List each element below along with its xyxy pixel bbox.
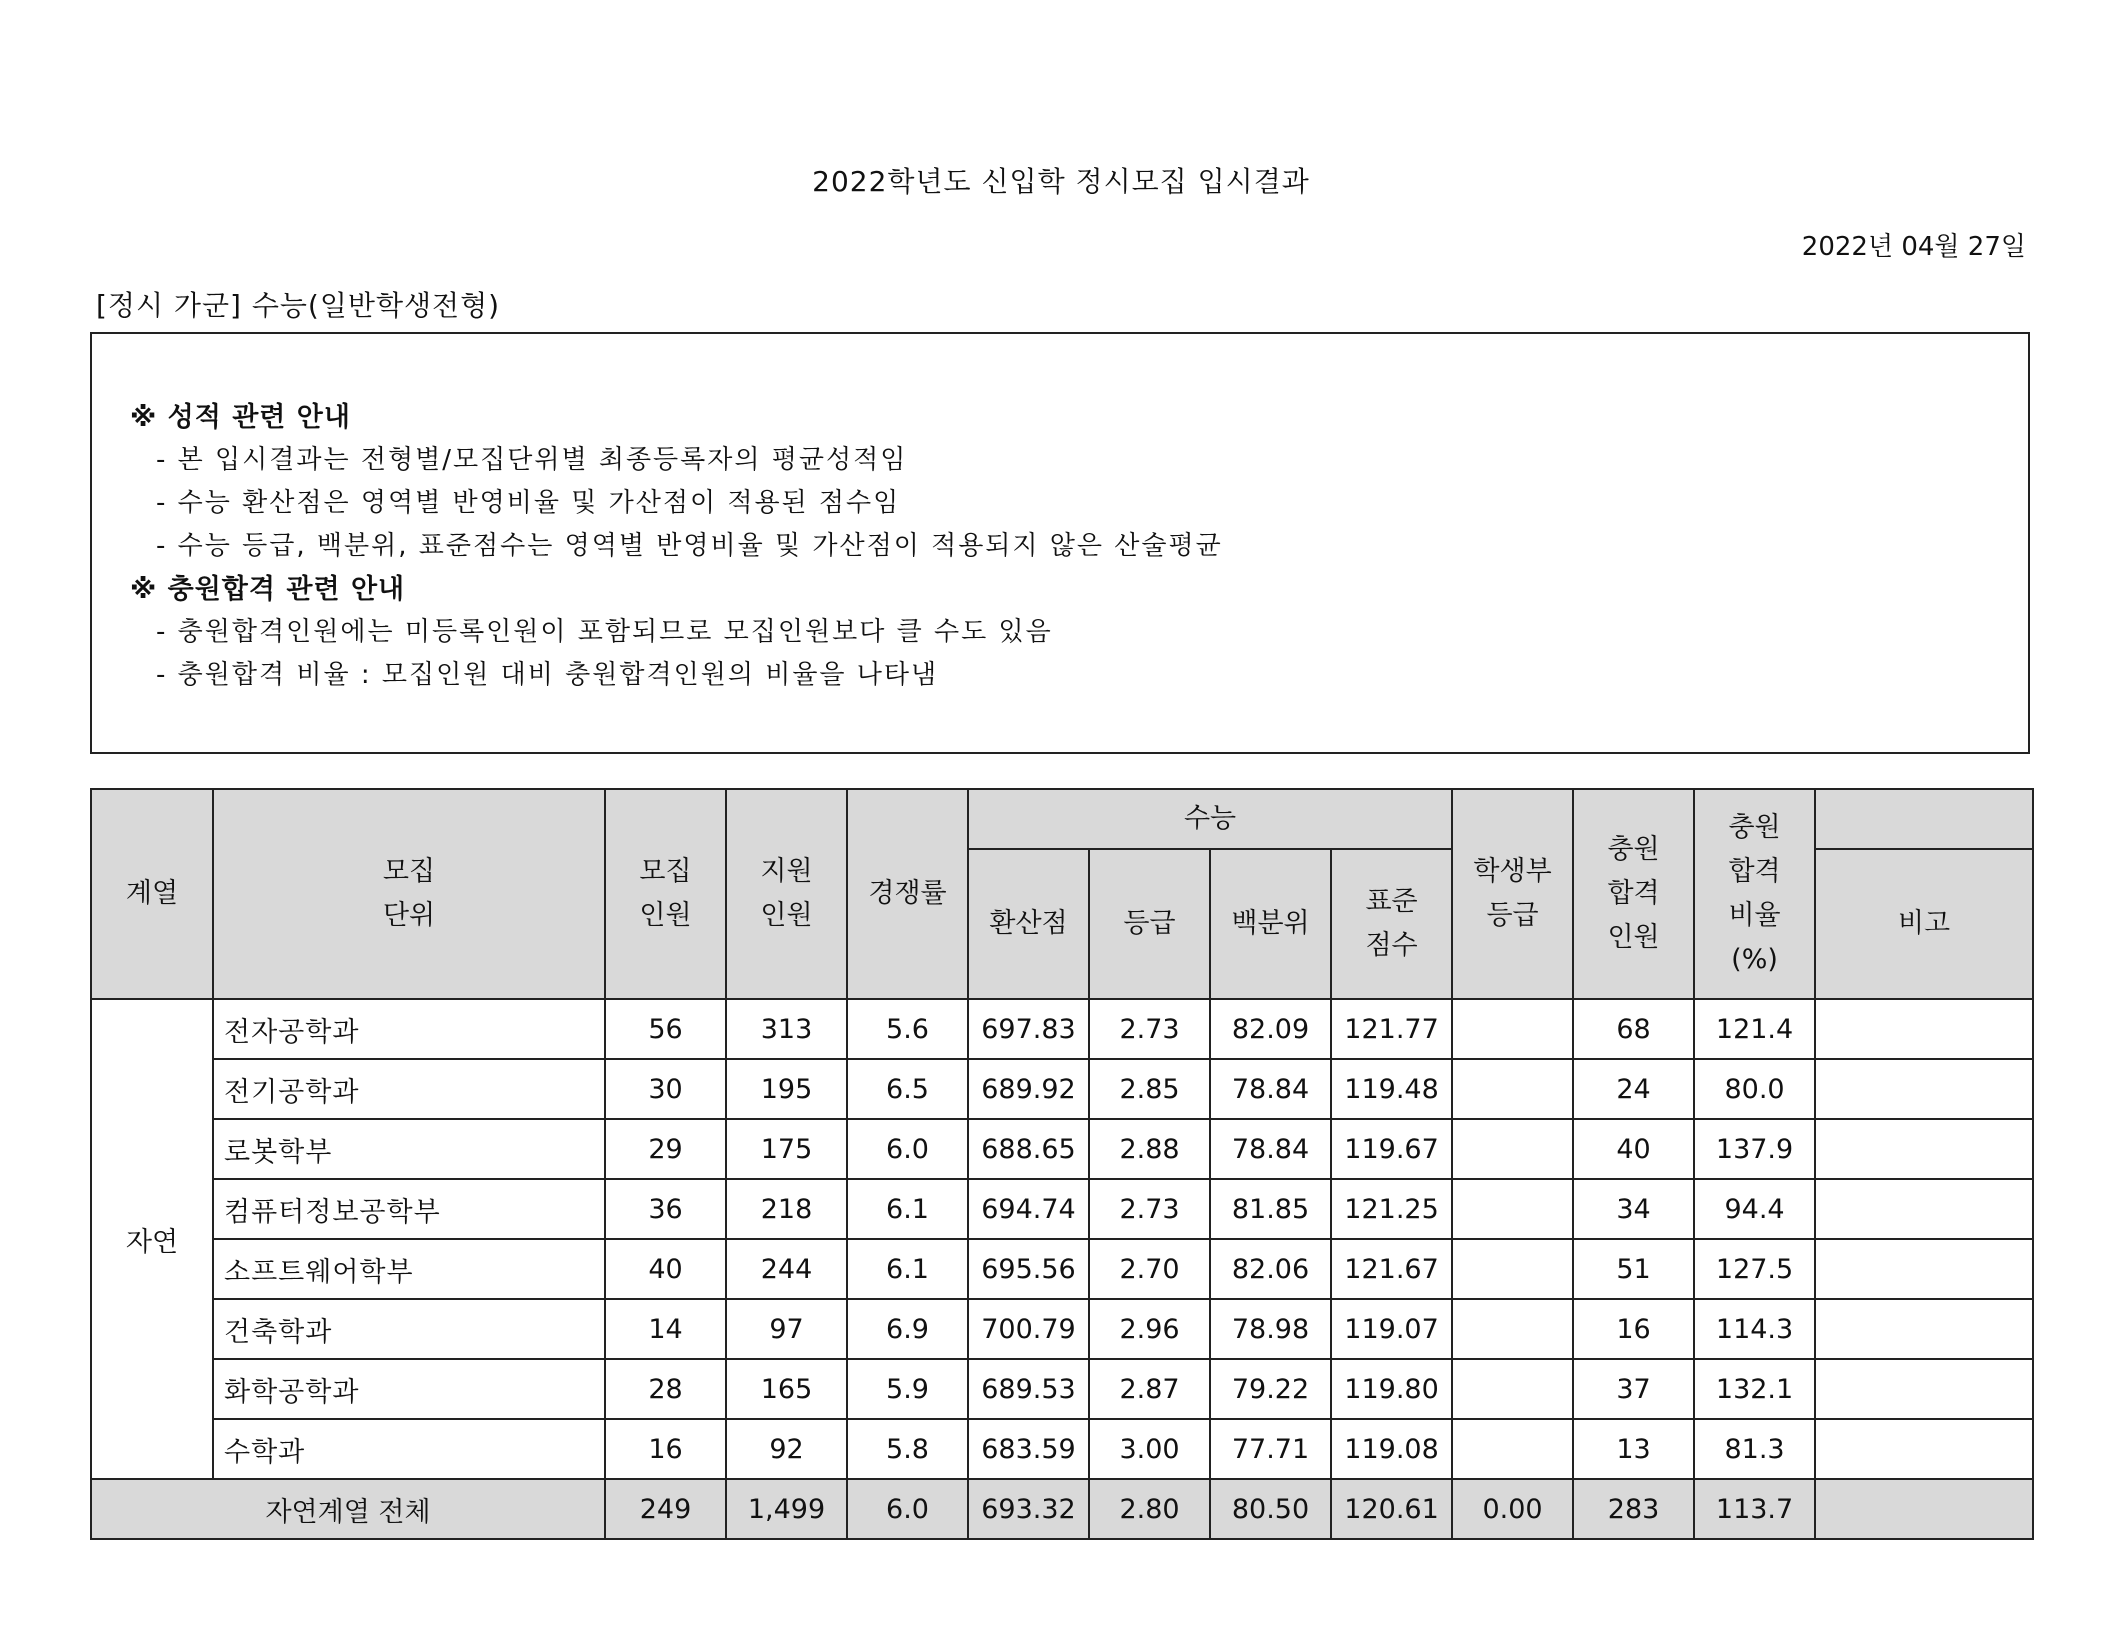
std-cell: 121.25 [1331,1179,1452,1239]
unit-cell: 전자공학과 [213,999,605,1059]
grade-cell: 2.73 [1089,1179,1210,1239]
converted-cell: 694.74 [968,1179,1089,1239]
ratio-cell: 137.9 [1694,1119,1815,1179]
unit-cell: 건축학과 [213,1299,605,1359]
total-label: 자연계열 전체 [91,1479,605,1539]
extra-cell: 13 [1573,1419,1694,1479]
percentile-cell: 82.06 [1210,1239,1331,1299]
total-competition: 6.0 [847,1479,968,1539]
competition-cell: 5.8 [847,1419,968,1479]
remarks-cell [1815,1059,2033,1119]
header-extra-ratio [1694,789,1815,999]
section-label: [정시 가군] 수능(일반학생전형) [96,289,501,322]
quota-cell: 14 [605,1299,726,1359]
header-std-line2: 점수 [1365,930,1418,961]
header-quota-line1: 모집 [639,856,692,887]
header-category: 계열 [91,789,213,999]
applicants-cell: 92 [726,1419,847,1479]
ratio-cell: 81.3 [1694,1419,1815,1479]
table-row [91,1419,2033,1479]
header-unit-line1: 모집 [382,856,436,887]
percentile-cell: 78.84 [1210,1119,1331,1179]
extra-cell: 37 [1573,1359,1694,1419]
table-row [91,1299,2033,1359]
competition-cell: 6.9 [847,1299,968,1359]
header-ratio-line3: 비율 [1728,900,1781,931]
extra-cell: 40 [1573,1119,1694,1179]
percentile-cell: 78.98 [1210,1299,1331,1359]
competition-cell: 5.9 [847,1359,968,1419]
grade-cell: 2.73 [1089,999,1210,1059]
remarks-cell [1815,1119,2033,1179]
converted-cell: 700.79 [968,1299,1089,1359]
total-grade: 2.80 [1089,1479,1210,1539]
applicants-cell: 244 [726,1239,847,1299]
header-applicants-line1: 지원 [760,856,813,887]
extra-cell: 68 [1573,999,1694,1059]
applicants-cell: 97 [726,1299,847,1359]
percentile-cell: 77.71 [1210,1419,1331,1479]
total-std: 120.61 [1331,1479,1452,1539]
header-school-grade [1452,789,1573,999]
remarks-cell [1815,1419,2033,1479]
grade-cell: 3.00 [1089,1419,1210,1479]
header-unit-line2: 단위 [382,900,436,931]
total-applicants: 1,499 [726,1479,847,1539]
header-grade: 등급 [1089,849,1210,999]
competition-cell: 6.5 [847,1059,968,1119]
unit-cell: 수학과 [213,1419,605,1479]
remarks-cell [1815,1299,2033,1359]
school-cell [1452,1239,1573,1299]
total-quota: 249 [605,1479,726,1539]
notice-line: - 수능 환산점은 영역별 반영비율 및 가산점이 적용된 점수임 [156,488,901,518]
header-std-line1: 표준 [1365,886,1418,917]
std-cell: 119.08 [1331,1419,1452,1479]
header-ratio-line1: 충원 [1728,812,1781,843]
header-remarks: 비고 [1815,849,2033,999]
quota-cell: 29 [605,1119,726,1179]
applicants-cell: 313 [726,999,847,1059]
header-quota [605,789,726,999]
header-quota-line2: 인원 [639,900,692,931]
table-row [91,1359,2033,1419]
notice-line: - 충원합격 비율 : 모집인원 대비 충원합격인원의 비율을 나타냄 [156,660,939,690]
converted-cell: 689.53 [968,1359,1089,1419]
remarks-cell [1815,1239,2033,1299]
document-date: 2022년 04월 27일 [1801,232,2026,262]
school-cell [1452,1359,1573,1419]
school-cell [1452,1059,1573,1119]
header-ratio-line4: (%) [1731,944,1778,975]
total-percentile: 80.50 [1210,1479,1331,1539]
ratio-cell: 121.4 [1694,999,1815,1059]
unit-cell: 전기공학과 [213,1059,605,1119]
competition-cell: 6.1 [847,1239,968,1299]
extra-cell: 24 [1573,1059,1694,1119]
remarks-cell [1815,1179,2033,1239]
percentile-cell: 82.09 [1210,999,1331,1059]
table-row [91,1179,2033,1239]
percentile-cell: 78.84 [1210,1059,1331,1119]
unit-cell: 컴퓨터정보공학부 [213,1179,605,1239]
quota-cell: 16 [605,1419,726,1479]
extra-cell: 51 [1573,1239,1694,1299]
extra-cell: 34 [1573,1179,1694,1239]
converted-cell: 688.65 [968,1119,1089,1179]
std-cell: 119.07 [1331,1299,1452,1359]
school-cell [1452,1119,1573,1179]
category-cell: 자연 [91,999,213,1479]
applicants-cell: 195 [726,1059,847,1119]
header-unit [213,789,605,999]
header-applicants-line2: 인원 [760,900,813,931]
school-cell [1452,1419,1573,1479]
notice-heading-scores: ※ 성적 관련 안내 [130,402,351,433]
table-row [91,999,2033,1059]
header-std-score [1331,849,1452,999]
header-competition: 경쟁률 [847,789,968,999]
applicants-cell: 175 [726,1119,847,1179]
competition-cell: 6.0 [847,1119,968,1179]
notice-line: - 수능 등급, 백분위, 표준점수는 영역별 반영비율 및 가산점이 적용되지 않은 산술평균 [156,531,1223,561]
ratio-cell: 80.0 [1694,1059,1815,1119]
grade-cell: 2.85 [1089,1059,1210,1119]
notice-line: - 충원합격인원에는 미등록인원이 포함되므로 모집인원보다 클 수도 있음 [156,617,1053,647]
quota-cell: 30 [605,1059,726,1119]
unit-cell: 로봇학부 [213,1119,605,1179]
table-row [91,1059,2033,1119]
header-extra-admits [1573,789,1694,999]
header-ratio-line2: 합격 [1728,856,1781,887]
ratio-cell: 114.3 [1694,1299,1815,1359]
applicants-cell: 218 [726,1179,847,1239]
std-cell: 119.48 [1331,1059,1452,1119]
header-school-line2: 등급 [1486,900,1539,931]
competition-cell: 5.6 [847,999,968,1059]
notice-heading-additional: ※ 충원합격 관련 안내 [130,574,406,605]
total-school: 0.00 [1452,1479,1573,1539]
extra-cell: 16 [1573,1299,1694,1359]
document-title: 2022학년도 신입학 정시모집 입시결과 [812,165,1310,198]
std-cell: 119.67 [1331,1119,1452,1179]
quota-cell: 28 [605,1359,726,1419]
percentile-cell: 81.85 [1210,1179,1331,1239]
std-cell: 121.77 [1331,999,1452,1059]
ratio-cell: 94.4 [1694,1179,1815,1239]
school-cell [1452,1299,1573,1359]
quota-cell: 56 [605,999,726,1059]
ratio-cell: 127.5 [1694,1239,1815,1299]
converted-cell: 689.92 [968,1059,1089,1119]
header-percentile: 백분위 [1210,849,1331,999]
std-cell: 121.67 [1331,1239,1452,1299]
std-cell: 119.80 [1331,1359,1452,1419]
header-applicants [726,789,847,999]
header-suneung: 수능 [968,789,1452,849]
notice-box [90,332,2030,754]
header-extra-line1: 충원 [1607,834,1660,865]
total-remarks [1815,1479,2033,1539]
table-row [91,1119,2033,1179]
school-cell [1452,999,1573,1059]
header-extra-line3: 인원 [1607,922,1660,953]
total-converted: 693.32 [968,1479,1089,1539]
grade-cell: 2.70 [1089,1239,1210,1299]
total-row [91,1479,2033,1539]
quota-cell: 36 [605,1179,726,1239]
table-row [91,1239,2033,1299]
results-table [90,788,2034,1540]
grade-cell: 2.88 [1089,1119,1210,1179]
school-cell [1452,1179,1573,1239]
header-school-line1: 학생부 [1473,856,1552,887]
unit-cell: 소프트웨어학부 [213,1239,605,1299]
total-ratio: 113.7 [1694,1479,1815,1539]
notice-line: - 본 입시결과는 전형별/모집단위별 최종등록자의 평균성적임 [156,445,908,475]
header-remarks-top [1815,789,2033,849]
unit-cell: 화학공학과 [213,1359,605,1419]
converted-cell: 683.59 [968,1419,1089,1479]
converted-cell: 697.83 [968,999,1089,1059]
quota-cell: 40 [605,1239,726,1299]
ratio-cell: 132.1 [1694,1359,1815,1419]
header-converted: 환산점 [968,849,1089,999]
remarks-cell [1815,1359,2033,1419]
total-extra: 283 [1573,1479,1694,1539]
grade-cell: 2.87 [1089,1359,1210,1419]
applicants-cell: 165 [726,1359,847,1419]
grade-cell: 2.96 [1089,1299,1210,1359]
percentile-cell: 79.22 [1210,1359,1331,1419]
competition-cell: 6.1 [847,1179,968,1239]
header-extra-line2: 합격 [1607,878,1660,909]
converted-cell: 695.56 [968,1239,1089,1299]
remarks-cell [1815,999,2033,1059]
